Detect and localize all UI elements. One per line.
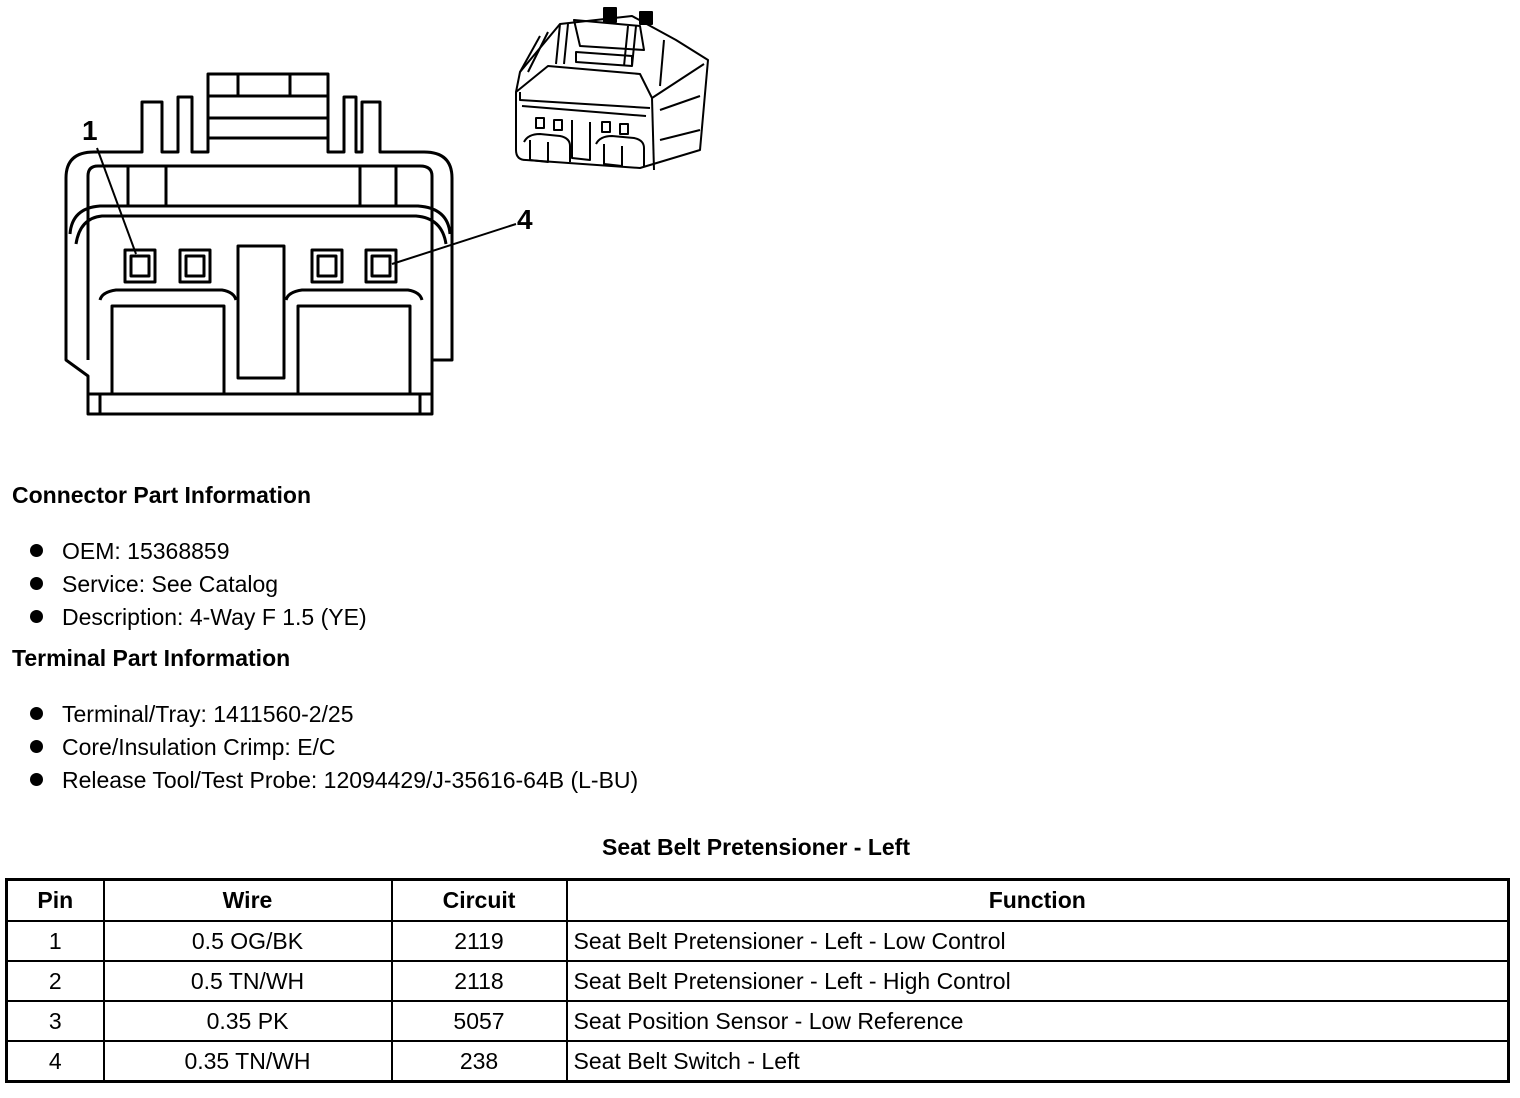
wire-cell: 0.5 OG/BK (104, 921, 392, 961)
function-cell: Seat Belt Pretensioner - Left - Low Control (567, 921, 1509, 961)
list-item (28, 570, 367, 603)
terminal-cavities (125, 250, 396, 282)
bullet-icon (30, 707, 43, 720)
bullet-icon (30, 544, 43, 557)
column-header-pin: Pin (7, 880, 104, 922)
leader-line-pin-4 (392, 224, 516, 264)
center-key (238, 246, 284, 378)
function-cell: Seat Belt Pretensioner - Left - High Control (567, 961, 1509, 1001)
table-row (7, 1041, 1509, 1082)
list-item-text: Release Tool/Test Probe: 12094429/J-35616-64B (L-BU) (62, 767, 639, 793)
leader-line-pin-1 (97, 148, 136, 254)
cavity-3 (312, 250, 342, 282)
pin-4-label: 4 (517, 204, 533, 235)
function-cell: Seat Belt Switch - Left (567, 1041, 1509, 1082)
list-item (28, 603, 367, 636)
list-item (28, 537, 367, 570)
wire-cell: 0.5 TN/WH (104, 961, 392, 1001)
list-item-text: OEM: 15368859 (62, 538, 230, 564)
connector-3d-view (516, 8, 708, 170)
table-header-row (7, 880, 1509, 922)
pin-cell: 2 (7, 961, 104, 1001)
bullet-icon (30, 740, 43, 753)
pin-cell: 1 (7, 921, 104, 961)
connector-face-outline (66, 74, 452, 414)
list-item-text: Core/Insulation Crimp: E/C (62, 734, 336, 760)
table-row (7, 921, 1509, 961)
wire-cell: 0.35 PK (104, 1001, 392, 1041)
list-item-text: Description: 4-Way F 1.5 (YE) (62, 604, 367, 630)
table-row (7, 961, 1509, 1001)
latch-window-right (286, 290, 422, 394)
terminal-part-info-list (28, 700, 638, 799)
list-item (28, 700, 638, 733)
latch-window-left (100, 290, 236, 394)
bullet-icon (30, 773, 43, 786)
list-item (28, 733, 638, 766)
circuit-cell: 2118 (392, 961, 567, 1001)
list-item-text: Service: See Catalog (62, 571, 279, 597)
bullet-icon (30, 610, 43, 623)
pin-1-label: 1 (82, 115, 98, 146)
connector-diagram (0, 0, 760, 440)
cavity-2 (180, 250, 210, 282)
table-row (7, 1001, 1509, 1041)
pin-cell: 3 (7, 1001, 104, 1041)
cavity-4 (366, 250, 396, 282)
pin-cell: 4 (7, 1041, 104, 1082)
list-item (28, 766, 638, 799)
column-header-function: Function (567, 880, 1509, 922)
column-header-circuit: Circuit (392, 880, 567, 922)
connector-part-info-heading: Connector Part Information (12, 482, 312, 508)
table-title: Seat Belt Pretensioner - Left (601, 834, 911, 860)
terminal-part-info-heading: Terminal Part Information (12, 645, 291, 671)
cavity-1 (125, 250, 155, 282)
wire-cell: 0.35 TN/WH (104, 1041, 392, 1082)
bullet-icon (30, 577, 43, 590)
connector-part-info-list (28, 537, 367, 636)
circuit-cell: 238 (392, 1041, 567, 1082)
list-item-text: Terminal/Tray: 1411560-2/25 (62, 701, 354, 727)
function-cell: Seat Position Sensor - Low Reference (567, 1001, 1509, 1041)
pin-table (5, 878, 1510, 1083)
circuit-cell: 5057 (392, 1001, 567, 1041)
circuit-cell: 2119 (392, 921, 567, 961)
column-header-wire: Wire (104, 880, 392, 922)
